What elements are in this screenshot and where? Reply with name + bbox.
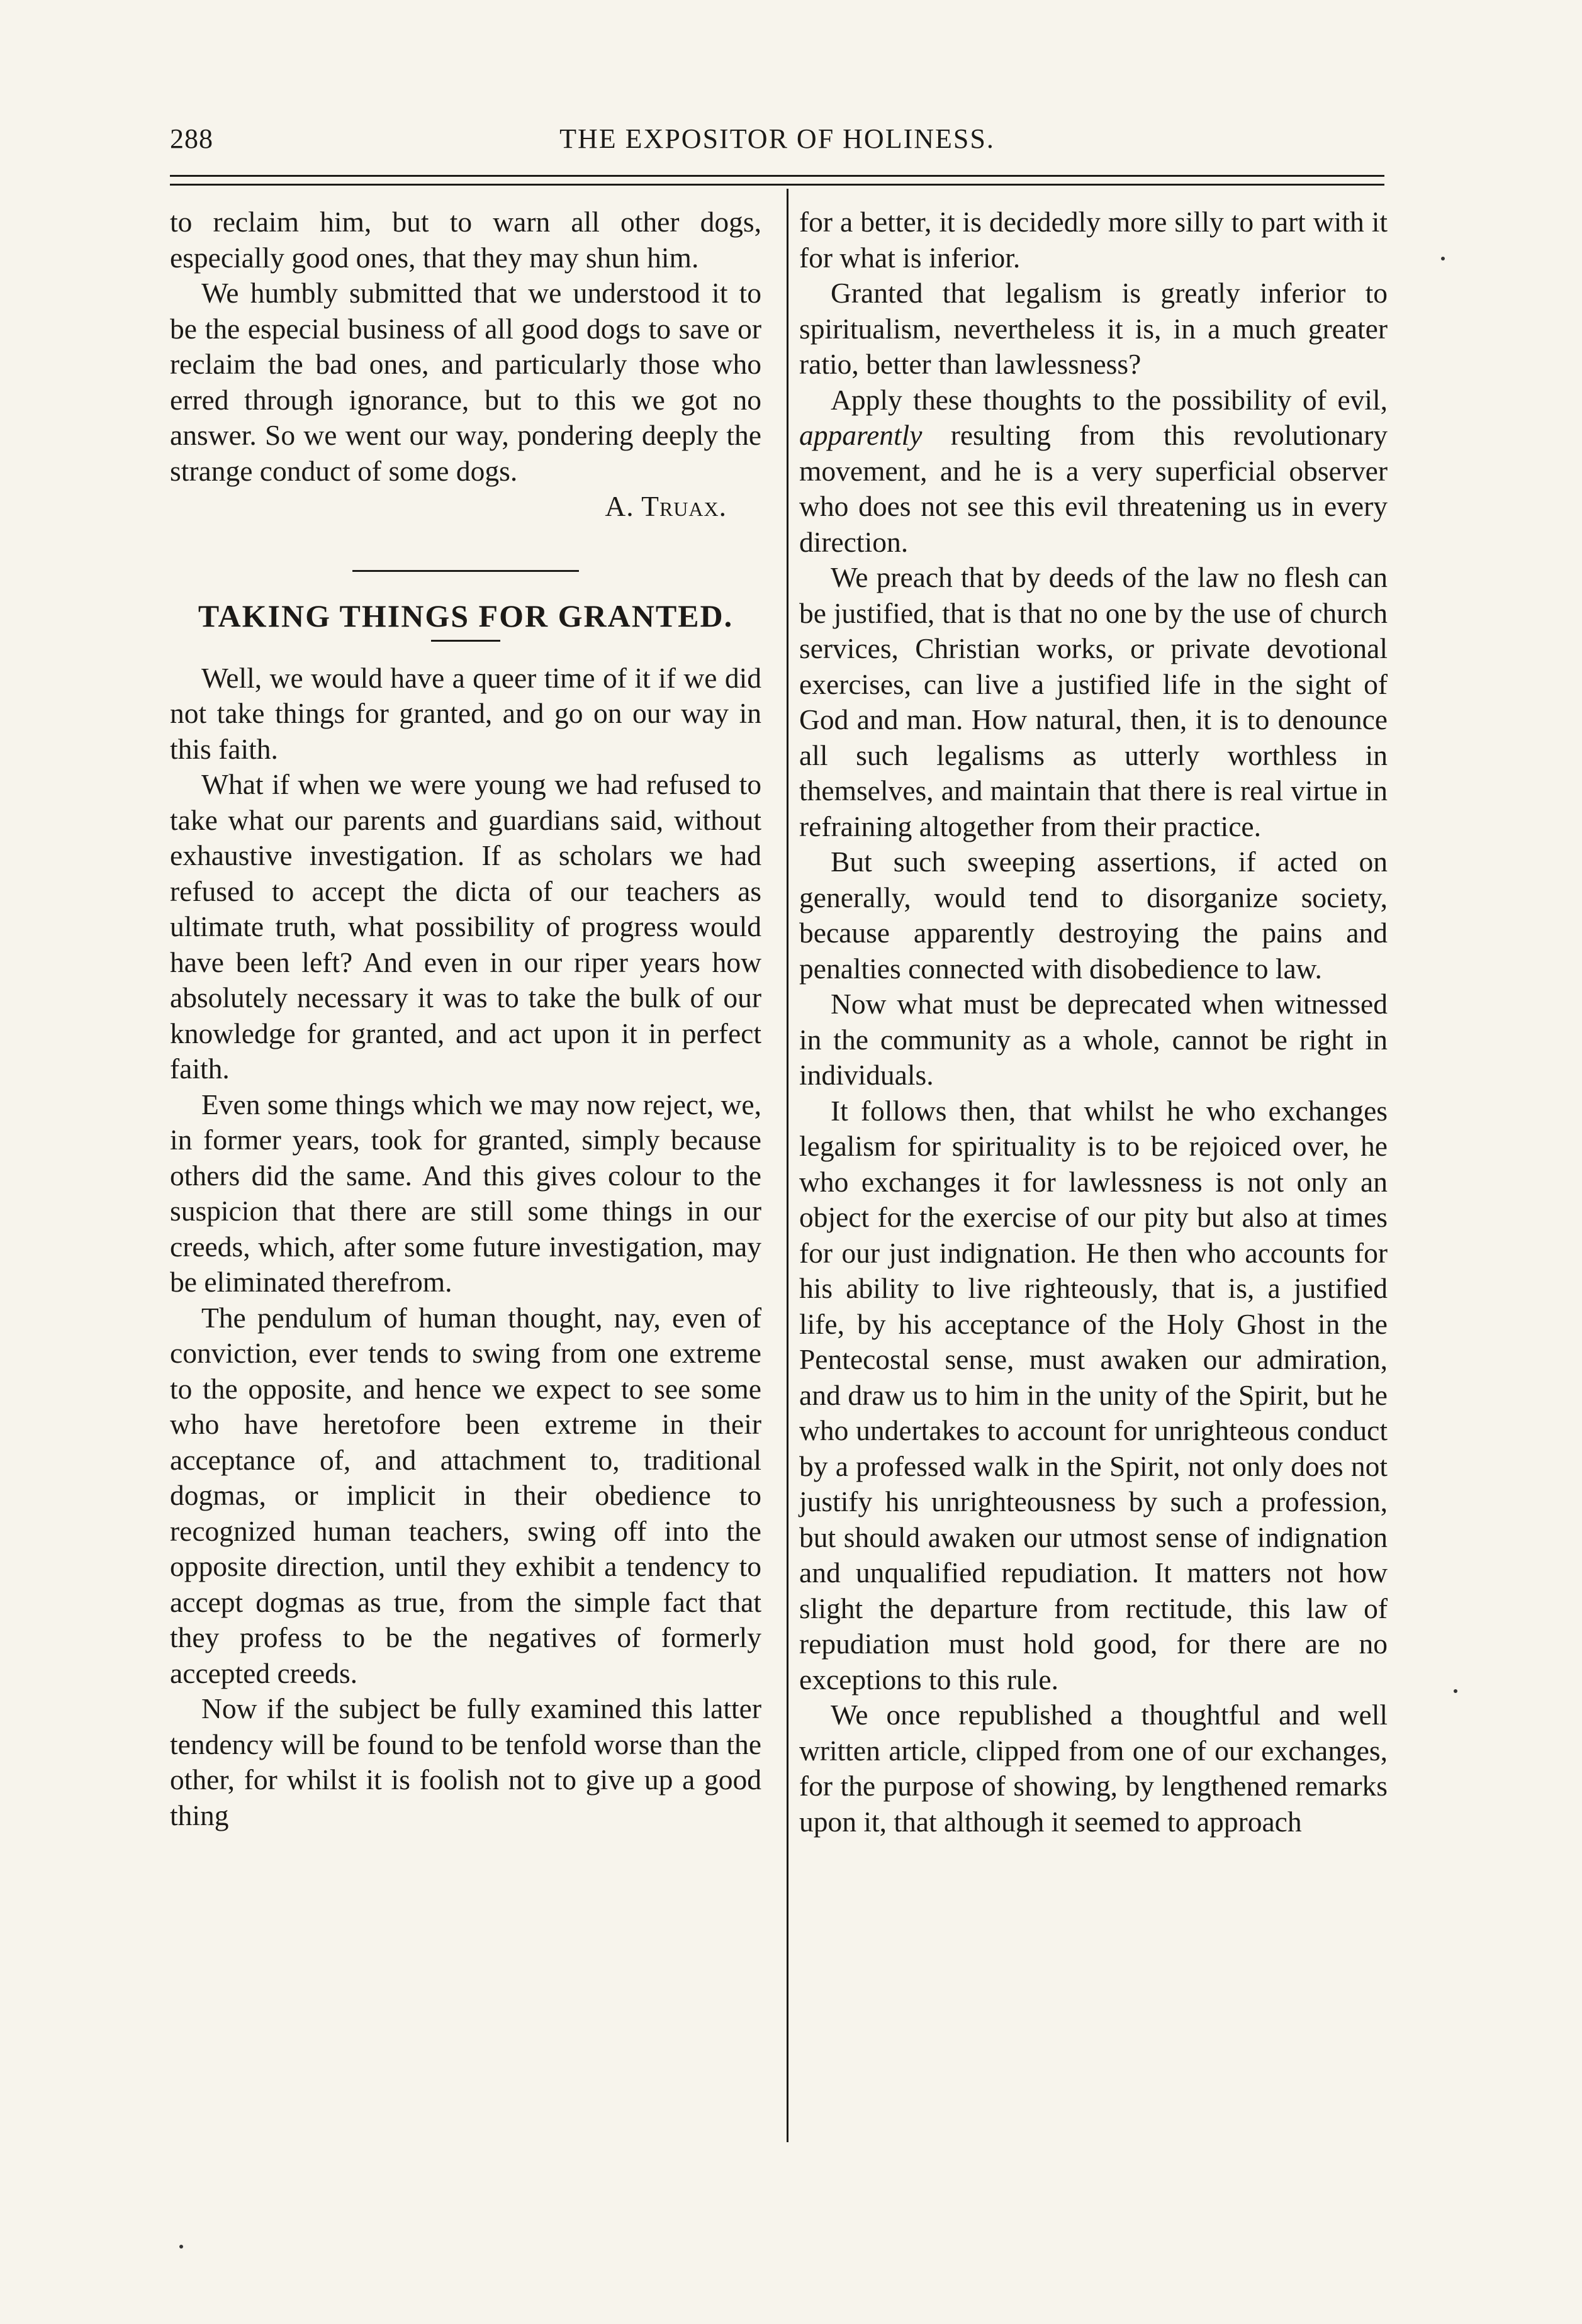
print-speck [179, 2245, 183, 2249]
paragraph: We humbly submitted that we understood it to be the especial business of all good dogs to save or reclaim the bad ones, and particularly those who erred through ignorance, but to this we got no answer. So we went our way, pondering deeply the strange conduct of some dogs. [170, 277, 761, 487]
running-title: THE EXPOSITOR OF HOLINESS. [559, 123, 995, 154]
page-header [170, 123, 1384, 167]
column-divider [787, 189, 788, 2142]
paragraph: Apply these thoughts to the possibility of evil, apparently resulting from this revolutionary movement, and he is a very superficial observer who does not see this evil threatening us in every direction. [799, 383, 1388, 558]
left-column [170, 204, 761, 1833]
paragraph: for a better, it is decidedly more silly to part with it for what is inferior. [799, 206, 1388, 274]
header-rule-top [170, 175, 1384, 177]
paragraph: We once republished a thoughtful and well written article, clipped from one of our exchanges, for the purpose of showing, by lengthened remarks upon it, that although it seemed to approach [799, 1699, 1388, 1838]
article-title: TAKING THINGS FOR GRANTED. [198, 598, 734, 634]
right-column [799, 204, 1388, 1840]
italic-word: apparently [799, 419, 923, 451]
paragraph: It follows then, that whilst he who exchanges legalism for spirituality is to be rejoiced over, he who exchanges it for lawlessness is not only an object for the exercise of our pity but also at times for our just indignation. He then who accounts for his ability to live righteously, that is, a justified life, by his acceptance of the Holy Ghost in the Pentecostal sense, must awaken our admiration, and draw us to him in the unity of the Spirit, but he who undertakes to account for unrighteous conduct by a professed walk in the Spirit, not only does not justify his unrighteousness by such a profession, but should awaken our utmost sense of indignation and unqualified repudiation. It matters not how slight the departure from rectitude, this law of repudiation must hold good, for there are no exceptions to this rule. [799, 1094, 1388, 1696]
paragraph: Granted that legalism is greatly inferior to spiritualism, nevertheless it is, in a much greater ratio, better than lawlessness? [799, 277, 1388, 380]
header-rule-bottom [170, 184, 1384, 186]
print-speck [1441, 257, 1445, 260]
author-signature: A. Truax. [605, 490, 727, 522]
paragraph: We preach that by deeds of the law no flesh can be justified, that is that no one by the use of church services, Christian works, or private devotional exercises, can live a justified life in the sight of God and man. How natural, then, it is to denounce all such legalisms as utterly worthless in themselves, and maintain that there is real virtue in refraining altogether from their practice. [799, 561, 1388, 842]
paragraph: Well, we would have a queer time of it if we did not take things for granted, and go on our way in this faith. [170, 661, 761, 765]
paragraph: Even some things which we may now reject, we, in former years, took for granted, simply because others did the same. And this gives colour to the suspicion that there are still some things in our creeds, which, after some future investigation, may be eliminated therefrom. [170, 1088, 761, 1298]
title-underline [431, 640, 500, 642]
paragraph: to reclaim him, but to warn all other dogs, especially good ones, that they may shun him. [170, 206, 761, 274]
paragraph: The pendulum of human thought, nay, even of conviction, ever tends to swing from one extreme to the opposite, and hence we expect to see some who have heretofore been extreme in their acceptance of, and attachment to, traditional dogmas, or implicit in their obedience to recognized human teachers, swing off into the opposite direction, until they exhibit a tendency to accept dogmas as true, from the simple fact that they profess to be the negatives of formerly accepted creeds. [170, 1301, 761, 1689]
paragraph: Now if the subject be fully examined this latter tendency will be found to be tenfold worse than the other, for whilst it is foolish not to give up a good thing [170, 1692, 761, 1831]
page-number: 288 [170, 123, 213, 154]
print-speck [1454, 1689, 1457, 1693]
paragraph: Now what must be deprecated when witnessed in the community as a whole, cannot be right in individuals. [799, 988, 1388, 1091]
paragraph: But such sweeping assertions, if acted on generally, would tend to disorganize society, because apparently destroying the pains and penalties connected with disobedience to law. [799, 846, 1388, 985]
section-divider [352, 570, 579, 572]
paragraph: What if when we were young we had refused to take what our parents and guardians said, without exhaustive investigation. If as scholars we had refused to accept the dicta of our teachers as ultimate truth, what possibility of progress would have been left? And even in our riper years how absolutely necessary it was to take the bulk of our knowledge for granted, and act upon it in perfect faith. [170, 768, 761, 1085]
